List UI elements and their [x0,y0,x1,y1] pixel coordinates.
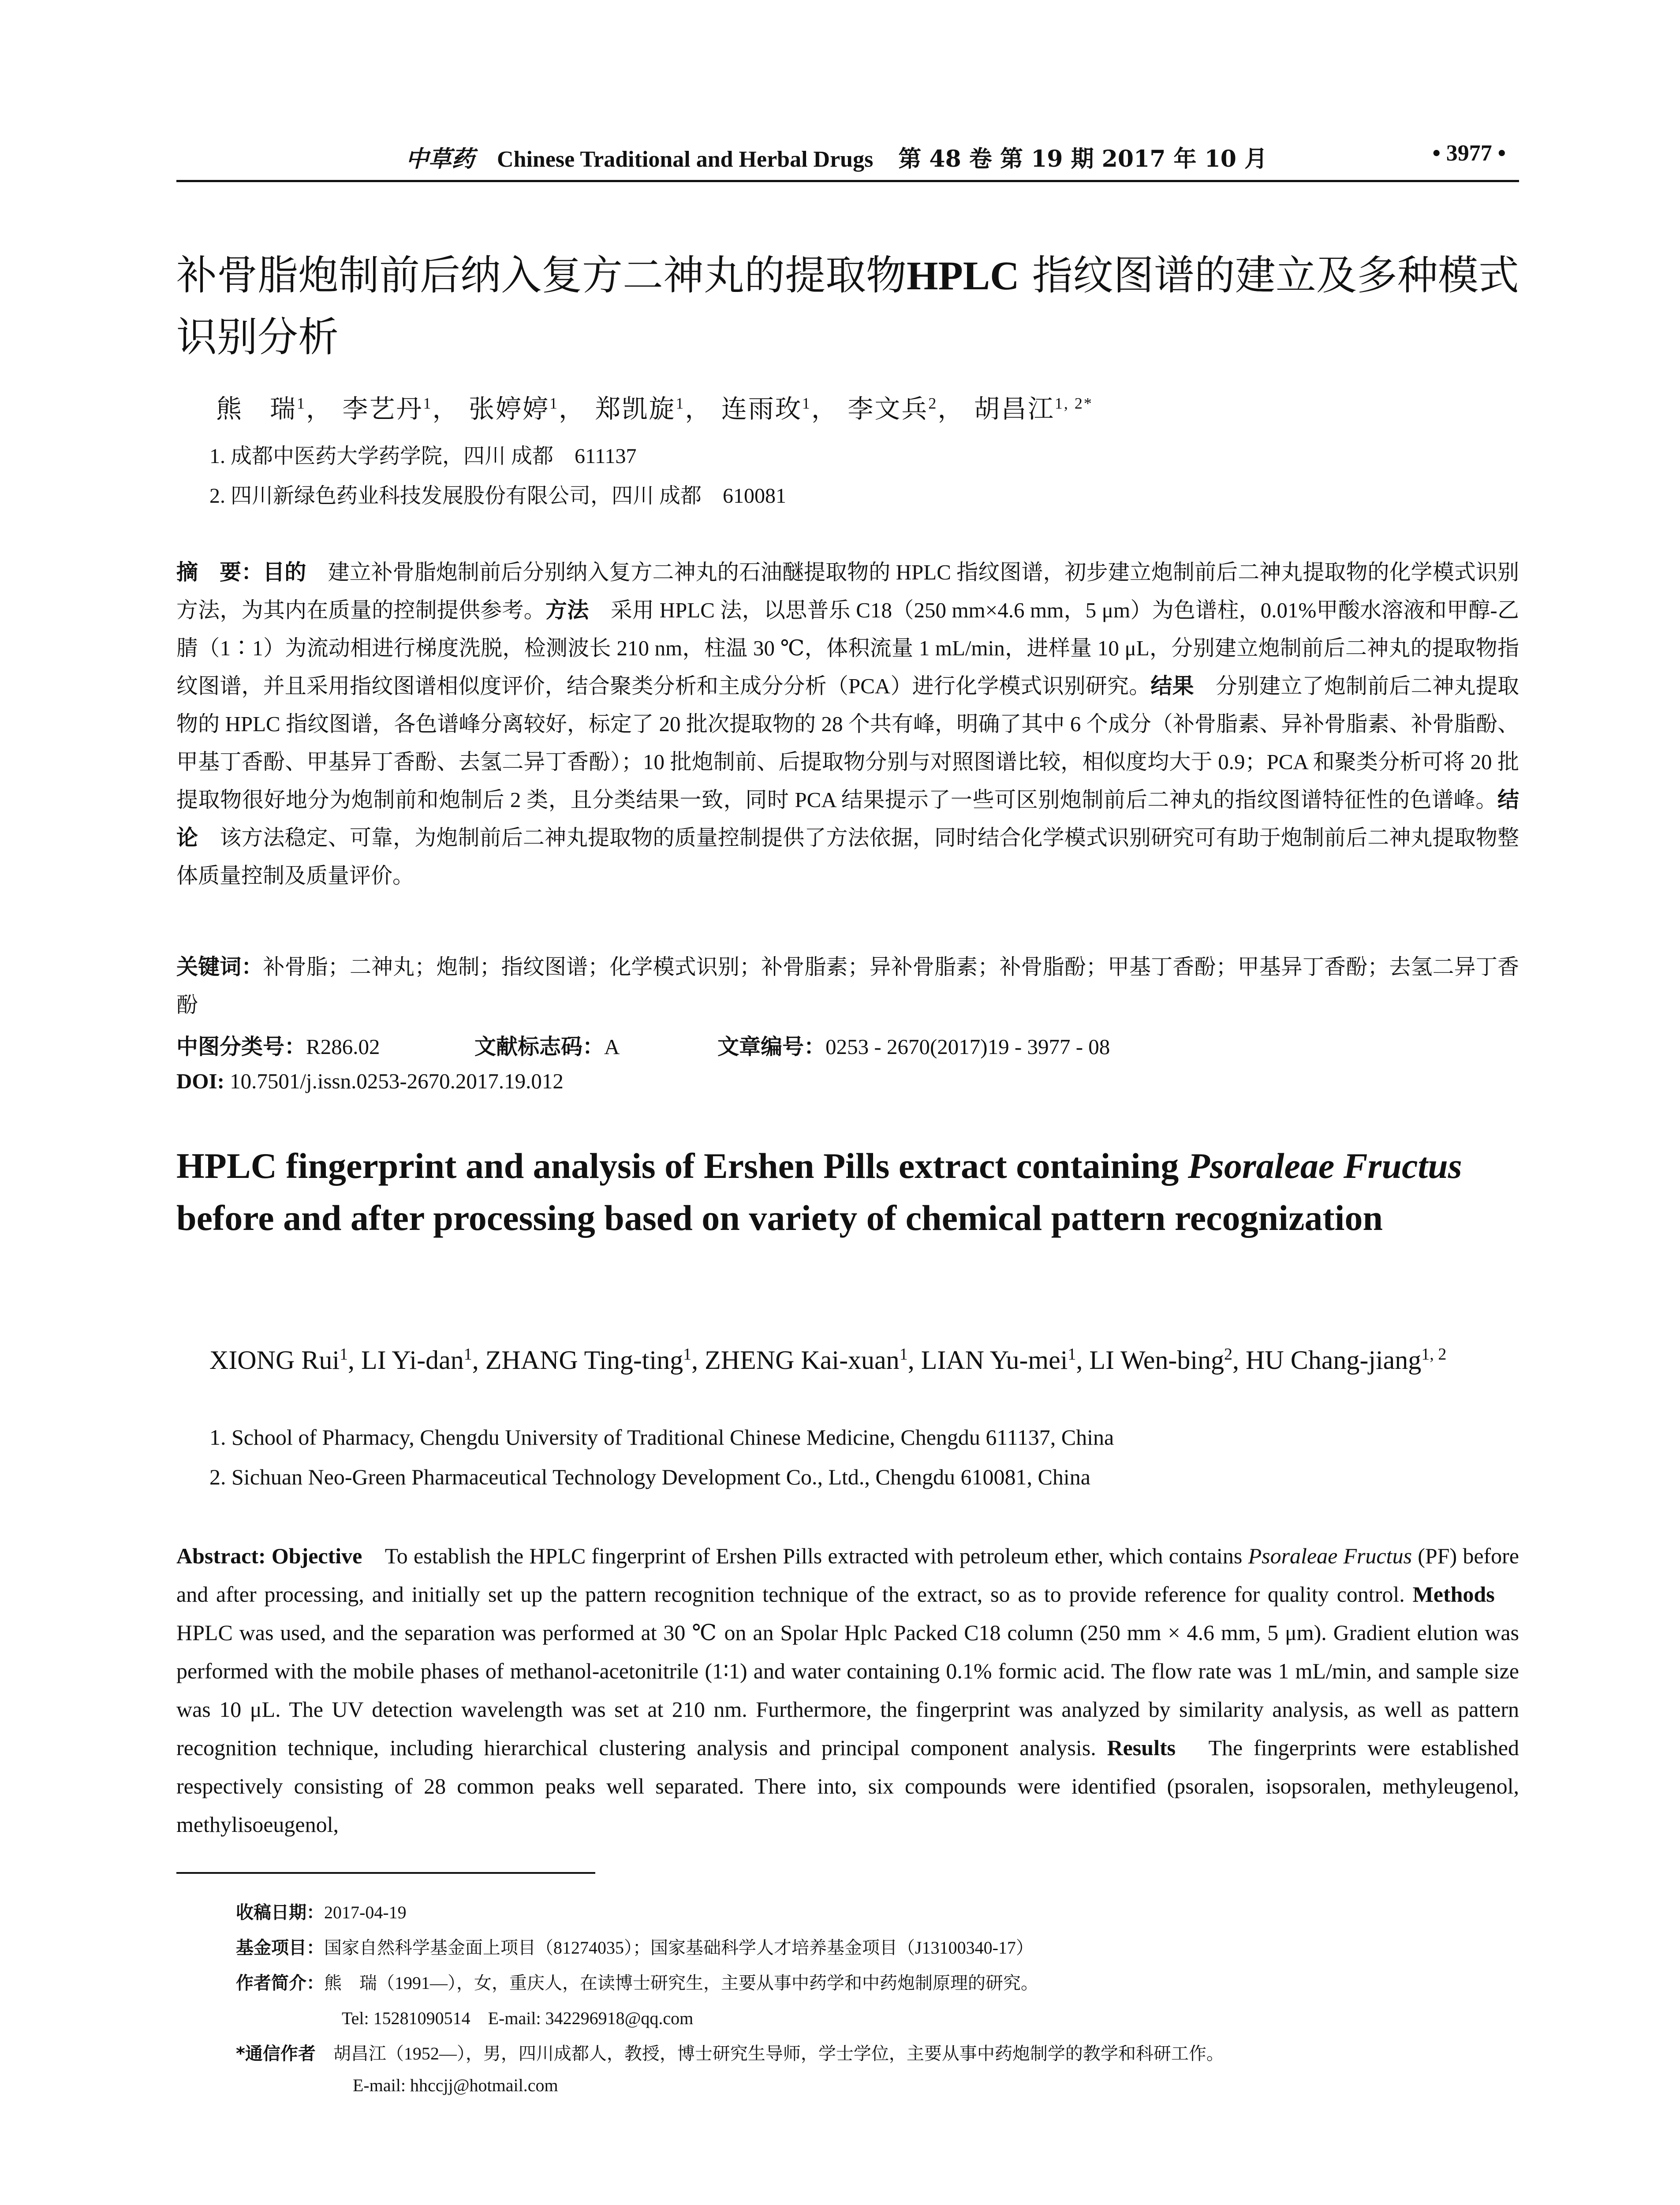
author-cn: 胡昌江$^{1, 2*}$ [974,394,1093,424]
doi-line [176,1069,564,1094]
clc-value: R286.02 [306,1035,380,1059]
affiliation-cn-2: 2. 四川新绿色药业科技发展股份有限公司，四川 成都 610081 [209,484,787,508]
objective-label: 目的 [263,560,306,585]
doc-code-value: A [604,1035,619,1059]
author-cn: 连雨玫$^1$， [721,394,838,424]
footnote-author-contact: Tel: 15281090514 E-mail: 342296918@qq.com [342,2008,694,2028]
author-cn: 李艺丹$^1$， [342,394,459,424]
results-en-text: The fingerprints were established respectively consisting of 28 common peaks well separated. There into, six compounds were identified (psoralen, isopsoralen, methyleugenol, methylisoeugenol, [176,1735,1519,1837]
footnote-divider [176,1872,595,1874]
results-label: 结果 [1150,673,1194,699]
title-en-part: HPLC fingerprint and analysis of Ershen Pills extract containing [176,1146,1188,1186]
objective-en-text: (PF) before and after processing, and initially set up the pattern recognition technique of the extract, so as to provide reference for quality control. [176,1544,1519,1607]
issue-info: 第 48 卷 第 19 期 2017 年 10 月 [898,146,1268,172]
objective-en-text: To establish the HPLC fingerprint of Ershen Pills extracted with petroleum ether, which contains [362,1544,1248,1568]
methods-en-label: Methods [1412,1582,1495,1607]
keywords-cn [176,948,1519,1024]
footnote-corresponding-email: E-mail: hhccjj@hotmail.com [353,2075,558,2095]
objective-text: 建立补骨脂炮制前后分别纳入复方二神丸的石油醚提取物的 HPLC 指纹图谱，初步建立炮制前后二神丸提取物的化学模式识别方法，为其内在质量的控制提供参考。 [176,560,1519,622]
methods-label: 方法 [545,598,589,623]
title-en-part: before and after processing based on variety of chemical pattern recognization [176,1198,1383,1238]
doi-label: DOI: [176,1069,224,1093]
abstract-en-label: Abstract: Objective [176,1544,362,1568]
results-en-label: Results [1107,1735,1176,1760]
footnote-funding: 基金项目：国家自然科学基金面上项目（81274035）；国家基础科学人才培养基金项目（J13100340-17） [236,1938,1034,1958]
author-en: ZHANG Ting-ting$^1$, [485,1345,705,1375]
results-text: 分别建立了炮制前后二神丸提取物的 HPLC 指纹图谱，各色谱峰分离较好，标定了 20 批次提取物的 28 个共有峰，明确了其中 6 个成分（补骨脂素、异补骨脂素、补骨脂酚、甲基丁香酚、甲基异丁香酚、去氢二异丁香酚）；10 批炮制前、后提取物分别与对照图谱比较，相似度均大于 0.9；PCA 和聚类分析可将 20 批提取物很好地分为炮制前和炮制后 2 类，且分类结果一致，同时 PCA 结果提示了一些可区别炮制前后二神丸的指纹图谱特征性的色谱峰。 [176,674,1519,812]
title-cn-part: 指纹图谱的建立及多种模式识别分析 [176,252,1519,361]
author-cn: 李文兵$^2$， [847,394,965,424]
author-en: ZHENG Kai-xuan$^1$, [705,1345,921,1375]
classification-line [176,1030,1110,1061]
affiliation-en-2: 2. Sichuan Neo-Green Pharmaceutical Technology Development Co., Ltd., Chengdu 610081, China [209,1465,1090,1489]
author-cn: 郑凯旋$^1$， [595,394,712,424]
clc-label: 中图分类号： [176,1034,306,1059]
author-en: XIONG Rui$^1$, [209,1345,361,1375]
objective-en-italic: Psoraleae Fructus [1248,1544,1412,1568]
doi-value: 10.7501/j.issn.0253-2670.2017.19.012 [230,1069,564,1093]
page-number: • 3977 • [1432,141,1506,166]
authors-cn [216,388,1093,425]
journal-cn-name: 中草药 [406,146,475,172]
affiliation-cn-1: 1. 成都中医药大学药学院，四川 成都 611137 [209,445,637,468]
footnote-corresponding: *通信作者 胡昌江（1952—），男，四川成都人，教授，博士研究生导师，学士学位，主要从事中药炮制学的教学和科研工作。 [236,2044,1224,2064]
author-en: LI Wen-bing$^2$, [1089,1345,1246,1375]
title-cn-part: HPLC [907,253,1019,298]
running-header [176,140,1519,182]
title-cn [176,245,1519,368]
keywords-text: 补骨脂；二神丸；炮制；指纹图谱；化学模式识别；补骨脂素；异补骨脂素；补骨脂酚；甲基丁香酚；甲基异丁香酚；去氢二异丁香酚 [176,955,1519,1017]
title-en-italic: Psoraleae Fructus [1187,1146,1462,1186]
author-en: LIAN Yu-mei$^1$, [921,1345,1090,1375]
author-cn: 熊 瑞$^1$， [216,394,333,424]
methods-en-text: HPLC was used, and the separation was performed at 30 ℃ on an Spolar Hplc Packed C18 column (250 mm × 4.6 mm, 5 μm). Gradient elution was performed with the mobile phases of methanol-acetonitrile (1∶1) and water containing 0.1% formic acid. The flow rate was 1 mL/min, and sample size was 10 μL. The UV detection wavelength was set at 210 nm. Furthermore, the fingerprint was analyzed by similarity analysis, as well as pattern recognition technique, including hierarchical clustering analysis and principal component analysis. [176,1582,1519,1760]
title-en [176,1140,1519,1244]
article-number-label: 文章编号： [717,1034,826,1059]
author-en: LI Yi-dan$^1$, [361,1345,485,1375]
footnote-author-bio: 作者简介：熊 瑞（1991—），女，重庆人，在读博士研究生，主要从事中药学和中药炮制原理的研究。 [236,1973,1038,1993]
footnote-received: 收稿日期：2017-04-19 [236,1902,407,1923]
keywords-label: 关键词： [176,954,263,979]
article-number-value: 0253 - 2670(2017)19 - 3977 - 08 [825,1035,1110,1059]
conclusion-text: 该方法稳定、可靠，为炮制前后二神丸提取物的质量控制提供了方法依据，同时结合化学模式识别研究可有助于炮制前后二神丸提取物整体质量控制及质量评价。 [176,826,1519,888]
doc-code-label: 文献标志码： [474,1034,604,1059]
authors-en [209,1334,1519,1380]
methods-text: 采用 HPLC 法，以思普乐 C18（250 mm×4.6 mm，5 μm）为色谱柱，0.01%甲酸水溶液和甲醇-乙腈（1∶1）为流动相进行梯度洗脱，检测波长 210 nm，柱温 30 ℃，体积流量 1 mL/min，进样量 10 μL，分别建立炮制前后二神丸的提取物指纹图谱，并且采用指纹图谱相似度评价，结合聚类分析和主成分分析（PCA）进行化学模式识别研究。 [176,598,1519,698]
affiliation-en-1: 1. School of Pharmacy, Chengdu University of Traditional Chinese Medicine, Chengdu 611137, China [209,1425,1114,1450]
header-journal-issue [406,140,1267,173]
conclusion-label: 结论 [176,787,1519,850]
author-en: HU Chang-jiang$^{1, 2}$ [1246,1345,1447,1375]
author-cn: 张婷婷$^1$， [468,394,586,424]
title-cn-part: 补骨脂炮制前后纳入复方二神丸的提取物 [176,252,907,299]
journal-en-name: Chinese Traditional and Herbal Drugs [497,147,874,172]
abstract-cn-label: 摘 要： [176,560,263,585]
abstract-en [176,1537,1519,1844]
abstract-cn [176,553,1519,895]
